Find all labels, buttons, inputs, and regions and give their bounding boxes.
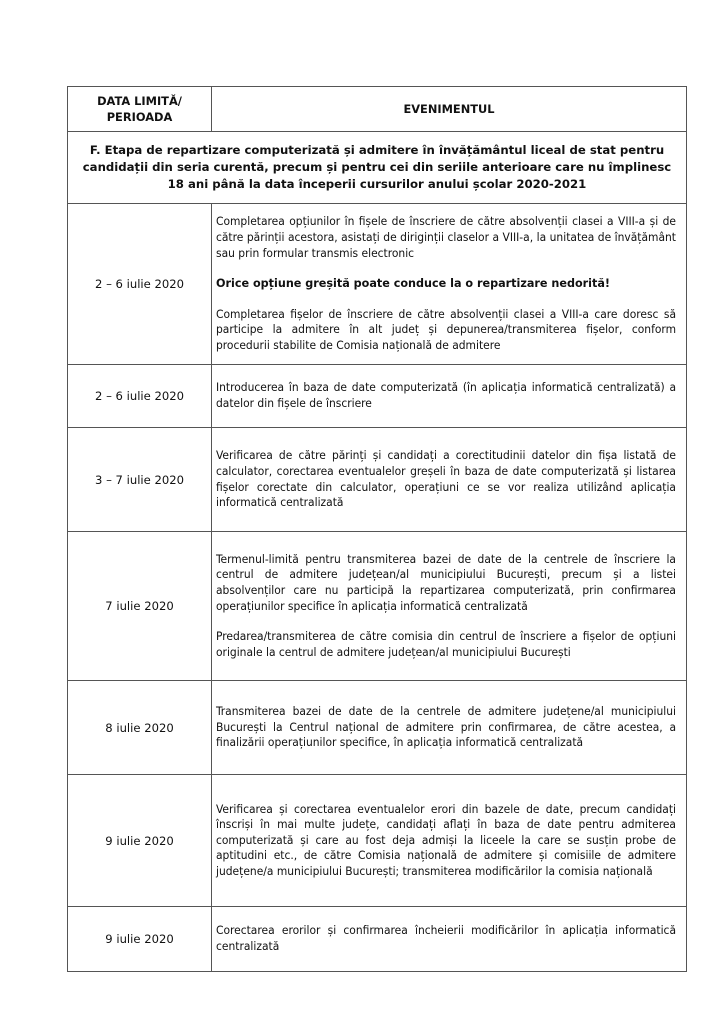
row-event — [212, 428, 687, 532]
event-paragraph: Verificarea de către părinți și candidați a corectitudinii datelor din fișa listată de calculator, corectarea eventualelor greșeli în baza de date computerizată și listarea fișelor corectate din calculator, operațiuni ce se vor realiza utilizând aplicația informatică centralizată — [216, 448, 676, 510]
event-paragraph: Predarea/transmiterea de către comisia din centrul de înscriere a fișelor de opțiuni originale la centrul de admitere județean/al municipiului București — [216, 629, 676, 659]
row-event — [212, 532, 687, 681]
event-paragraph: Completarea fișelor de înscriere de către absolvenții clasei a VIII-a care doresc să participe la admitere în alt județ și depunerea/transmiterea fișelor, conform procedurii stabilite de Comisia națională de admitere — [216, 306, 676, 352]
column-header-event: EVENIMENTUL — [212, 87, 687, 132]
row-date: 2 – 6 iulie 2020 — [68, 204, 212, 365]
event-paragraph: Corectarea erorilor și confirmarea încheierii modificărilor în aplicația informatică centralizată — [216, 923, 676, 953]
event-paragraph: Completarea opțiunilor în fișele de înscriere de către absolvenții clasei a VIII-a și de către părinții acestora, asistați de diriginții claselor a VIII-a, la unitatea de învățământ sau prin formular transmis electronic — [216, 214, 676, 260]
row-date: 9 iulie 2020 — [68, 775, 212, 907]
section-title: F. Etapa de repartizare computerizată și admitere în învățământul liceal de stat pentru candidații din seria curentă, precum și pentru cei din seriile anterioare care nu împlinesc 18 ani până la data începerii cursurilor anului școlar 2020-2021 — [68, 132, 687, 204]
event-paragraph: Termenul-limită pentru transmiterea bazei de date de la centrele de înscriere la centrul de admitere județean/al municipiului București, precum și a listei absolvenților care nu participă la repartizarea computerizată, prin confirmarea operațiunilor specifice în aplicația informatică centralizată — [216, 551, 676, 613]
row-date: 7 iulie 2020 — [68, 532, 212, 681]
table-row — [68, 428, 687, 532]
event-paragraph: Introducerea în baza de date computerizată (în aplicația informatică centralizată) a datelor din fișele de înscriere — [216, 380, 676, 410]
event-warning: Orice opțiune greșită poate conduce la o repartizare nedorită! — [216, 277, 610, 291]
table-header-row — [68, 87, 687, 132]
row-event — [212, 775, 687, 907]
table-row — [68, 532, 687, 681]
row-date: 3 – 7 iulie 2020 — [68, 428, 212, 532]
row-date: 2 – 6 iulie 2020 — [68, 365, 212, 428]
table-row — [68, 907, 687, 972]
event-paragraph: Transmiterea bazei de date de la centrele de admitere județene/al municipiului București la Centrul național de admitere prin confirmarea, de către acestea, a finalizării operațiunilor specifice, în aplicația informatică centralizată — [216, 704, 676, 750]
event-paragraph: Verificarea și corectarea eventualelor erori din bazele de date, precum candidați înscriși în mai multe județe, candidați aflați în baza de date pentru admiterea computerizată și care au fost deja admiși la liceele la care se susțin probe de aptitudini etc., de către Comisia națională de admitere și comisiile de admitere județene/a municipiului București; transmiterea modificărilor la comisia națională — [216, 801, 676, 878]
row-date: 9 iulie 2020 — [68, 907, 212, 972]
table-row — [68, 365, 687, 428]
row-event — [212, 907, 687, 972]
row-event — [212, 681, 687, 775]
section-row — [68, 132, 687, 204]
table-row — [68, 775, 687, 907]
column-header-date: DATA LIMITĂ/ PERIOADA — [68, 87, 212, 132]
row-date: 8 iulie 2020 — [68, 681, 212, 775]
table-row — [68, 681, 687, 775]
row-event — [212, 204, 687, 365]
table-row — [68, 204, 687, 365]
admission-schedule-table — [67, 86, 687, 972]
row-event — [212, 365, 687, 428]
